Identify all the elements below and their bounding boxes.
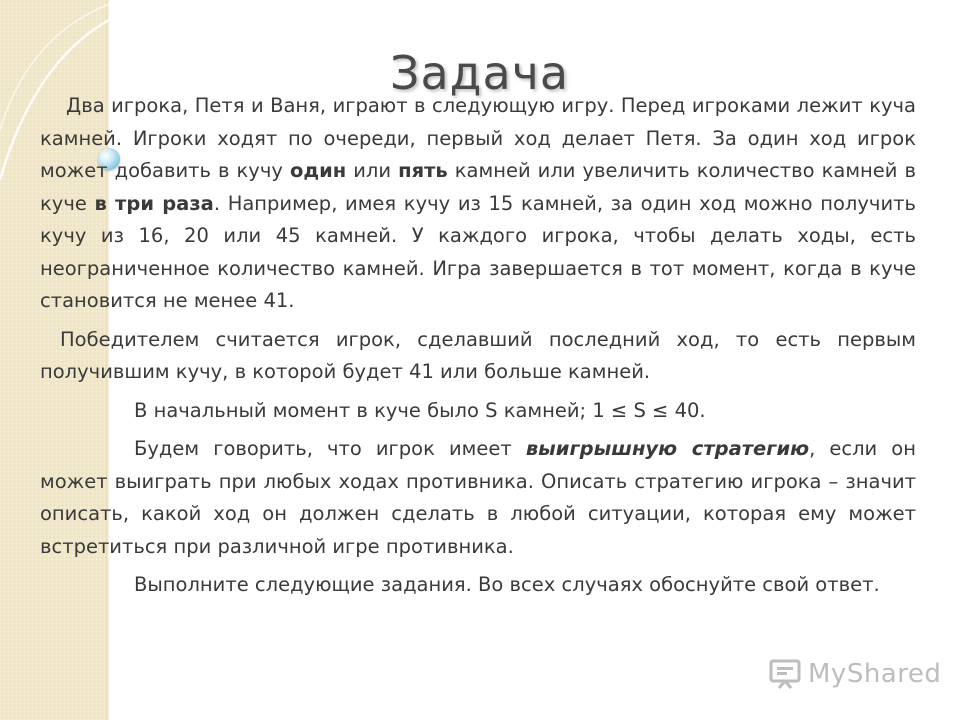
slide-content bbox=[40, 90, 916, 602]
text-segment: пять bbox=[398, 159, 448, 182]
text-segment: , если он может выиграть при любых ходах противника. Описать стратегию игрока – значит описать, какой ход он должен сделать в любой ситуации, которая ему может встретиться при различной игре противника. bbox=[40, 437, 916, 558]
text-segment: в три раза bbox=[94, 191, 214, 215]
text-segment: Два игрока, Петя и Ваня, играют в следующую игру. Перед игроками лежит куча камней. Игроки ходят по очереди, первый ход делает Петя. За один ход игрок может добавить в кучу bbox=[40, 94, 916, 182]
text-segment: один bbox=[289, 159, 347, 182]
text-segment: Будем говорить, что игрок имеет bbox=[134, 437, 526, 460]
projector-screen-icon bbox=[768, 659, 802, 689]
watermark-text: MyShared bbox=[808, 659, 942, 689]
slide-title: Задача bbox=[390, 46, 570, 100]
paragraph-initial-state: В начальный момент в куче было S камней; 1 ≤ S ≤ 40. bbox=[134, 398, 706, 422]
paragraph-winner: Победителем считается игрок, сделавший последний ход, то есть первым получившим кучу, в которой будет 41 или больше камней. bbox=[40, 327, 916, 383]
text-segment: или bbox=[346, 159, 399, 182]
paragraph-task: Выполните следующие задания. Во всех случаях обоснуйте свой ответ. bbox=[134, 573, 880, 596]
paragraph-strategy bbox=[40, 433, 916, 563]
text-segment: выигрышную стратегию bbox=[525, 437, 810, 460]
text-segment: камней или увеличить количество камней в куче bbox=[40, 159, 916, 215]
paragraph-rules bbox=[40, 90, 916, 318]
text-segment: . Например, имея кучу из 15 камней, за один ход можно получить кучу из 16, 20 или 45 камней. У каждого игрока, чтобы делать ходы, есть неограниченное количество камней. Игра завершается в тот момент, когда в куче становится не менее 41. bbox=[40, 191, 916, 312]
watermark bbox=[768, 656, 941, 692]
